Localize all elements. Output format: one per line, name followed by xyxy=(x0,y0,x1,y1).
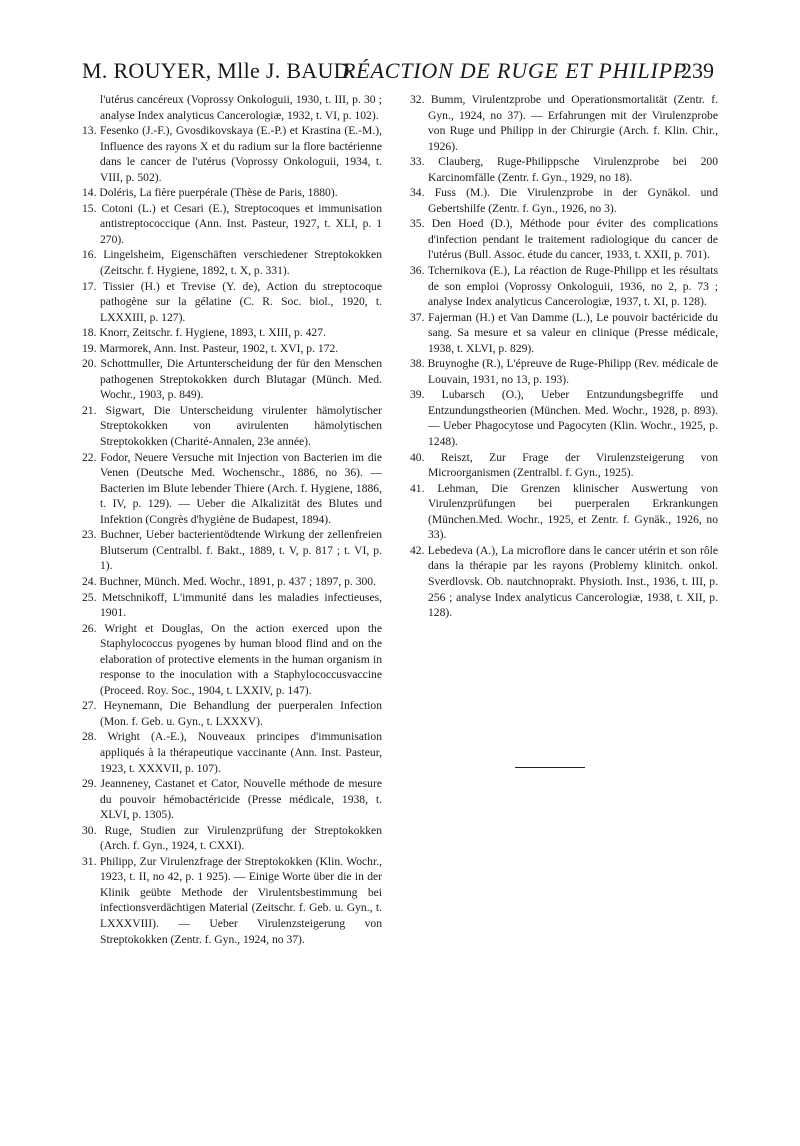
reference-entry: 27. Heynemann, Die Behandlung der puerperalen Infection (Mon. f. Geb. u. Gyn., t. LXXXV). xyxy=(82,699,382,728)
reference-entry: l'utérus cancéreux (Voprossy Onkologuii, 1930, t. III, p. 30 ; analyse Index analyticus Cancerologiæ, 1932, t. VI, p. 102). xyxy=(100,93,382,122)
page-number: 239 xyxy=(681,58,714,83)
references-right-column xyxy=(410,92,718,621)
reference-entry: 30. Ruge, Studien zur Virulenzprüfung der Streptokokken (Arch. f. Gyn., 1924, t. CXXI). xyxy=(82,823,382,853)
reference-entry: 38. Bruynoghe (R.), L'épreuve de Ruge-Philipp (Rev. médicale de Louvain, 1931, no 13, p. 193). xyxy=(410,357,718,386)
header-title: RÉACTION DE RUGE ET PHILIPP xyxy=(342,58,688,83)
reference-entry: 40. Reiszt, Zur Frage der Virulenzsteigerung von Microorganismen (Zentralbl. f. Gyn., 1925). xyxy=(410,450,718,480)
running-header xyxy=(82,56,714,86)
reference-entry: 28. Wright (A.-E.), Nouveaux principes d'immunisation appliqués à la thérapeutique vaccinante (Ann. Inst. Pasteur, 1923, t. XXXVII, p. 107). xyxy=(82,730,382,775)
reference-entry: 21. Sigwart, Die Unterscheidung virulenter hämolytischer Streptokokken von avirulenten hämolytischen Streptokokken (Charité-Annalen, 23e année). xyxy=(82,403,382,449)
reference-entry: 14. Doléris, La fière puerpérale (Thèse de Paris, 1880). xyxy=(82,186,338,200)
reference-entry: 17. Tissier (H.) et Trevise (Y. de), Action du streptocoque pathogène sur la gélatine (C. R. Soc. biol., 1920, t. LXXXIII, p. 127). xyxy=(82,279,382,324)
reference-entry: 23. Buchner, Ueber bacterientödtende Wirkung der zellenfreien Blutserum (Centralbl. f. Bakt., 1889, t. V, p. 817 ; t. VI, p. 1). xyxy=(82,528,382,573)
reference-entry: 34. Fuss (M.). Die Virulenzprobe in der Gynäkol. und Gebertshilfe (Zentr. f. Gyn., 1926, no 3). xyxy=(410,186,718,215)
reference-entry: 18. Knorr, Zeitschr. f. Hygiene, 1893, t. XIII, p. 427. xyxy=(82,326,326,340)
reference-entry: 22. Fodor, Neuere Versuche mit Injection von Bacterien im die Venen (Deutsche Med. Wochenschr., 1886, no 36). — Bacterien im Blute lebender Thiere (Arch. f. Hygiene, 1886, t. IV, p. 129). — Ueber die Alkalizität des Blutes und Infektion (Congrès d'hygiène de Budapest, 1894). xyxy=(82,450,382,526)
reference-entry: 15. Cotoni (L.) et Cesari (E.), Streptocoques et immunisation antistreptococcique (Ann. Inst. Pasteur, 1927, t. XLI, p. 1 270). xyxy=(82,201,382,246)
reference-entry: 29. Jeanneney, Castanet et Cator, Nouvelle méthode de mesure du pouvoir hémobactéricide (Presse médicale, 1938, t. XLVI, p. 1305). xyxy=(82,777,382,822)
header-authors: M. ROUYER, Mlle J. BAUD. xyxy=(82,58,356,83)
reference-entry: 31. Philipp, Zur Virulenzfrage der Streptokokken (Klin. Wochr., 1923, t. II, no 42, p. 1 925). — Einige Worte über die in der Klinik geübte Methode der Virulentsbestimmung bei infectionsverdächtigen Material (Zeitschr. f. Geb. u. Gyn., t. LXXXVIII). — Ueber Virulenzsteigerung von Streptokokken (Zentr. f. Gyn., 1924, no 37). xyxy=(82,854,382,946)
reference-entry: 20. Schottmuller, Die Artunterscheidung der für den Menschen pathogenen Streptokokken durch Blutagar (Münch. Med. Wochr., 1903, p. 849). xyxy=(82,357,382,402)
references-left-column xyxy=(82,92,382,947)
reference-entry: 36. Tchernikova (E.), La réaction de Ruge-Philipp et les résultats de son emploi (Voprossy Onkologuii, 1936, no 2, p. 73 ; analyse Index analyticus Cancerologiæ, 1937, t. XI, p. 128). xyxy=(410,264,718,309)
end-rule-divider xyxy=(515,767,585,768)
reference-entry: 26. Wright et Douglas, On the action exerced upon the Staphylococcus pyogenes by human blood flind and on the elaboration of protective elements in the human organism in response to the inoculation with a Staphylococcusvaccine (Proceed. Roy. Soc., 1904, t. LXXIV, p. 147). xyxy=(82,621,382,697)
reference-entry: 16. Lingelsheim, Eigenschäften verschiedener Streptokokken (Zeitschr. f. Hygiene, 1892, t. X, p. 331). xyxy=(82,248,382,278)
reference-entry: 32. Bumm, Virulentzprobe und Operationsmortalität (Zentr. f. Gyn., 1924, no 37). — Erfahrungen mit der Virulenzprobe von Ruge und Philipp in der Chirurgie (Arch. f. Klin. Chir., 1926). xyxy=(410,93,718,153)
reference-entry: 42. Lebedeva (A.), La microflore dans le cancer utérin et son rôle dans la thérapie par les rayons (Problemy klinitch. onkol. Sverdlovsk. Ob. nautchnoprakt. Physioth. Inst., 1936, t. III, p. 256 ; analyse Index analyticus Cancerologiæ, 1938, t. XII, p. 128). xyxy=(410,543,718,620)
reference-entry: 13. Fesenko (J.-F.), Gvosdikovskaya (E.-P.) et Krastina (E.-M.), Influence des rayons X et du radium sur la flore bactérienne dans le cancer de l'utérus (Voprossy Onkologuii, 1934, t. VIII, p. 502). xyxy=(82,124,382,184)
reference-entry: 37. Fajerman (H.) et Van Damme (L.), Le pouvoir bactéricide du sang. Sa mesure et sa valeur en clinique (Presse médicale, 1938, t. XLVI, p. 829). xyxy=(410,310,718,355)
reference-entry: 25. Metschnikoff, L'immunité dans les maladies infectieuses, 1901. xyxy=(82,590,382,620)
reference-entry: 33. Clauberg, Ruge-Philippsche Virulenzprobe bei 200 Karcinomfälle (Zentr. f. Gyn., 1929, no 18). xyxy=(410,155,718,184)
reference-entry: 35. Den Hoed (D.), Méthode pour éviter des complications d'infection pendant le traitement radiologique du cancer de l'utérus (Bull. Assoc. étude du cancer, 1933, t. XXII, p. 701). xyxy=(410,217,718,262)
reference-entry: 41. Lehman, Die Grenzen klinischer Auswertung von Virulenzprüfungen bei puerperalen Erkrankungen (München.Med. Wochr., 1925, et Zentr. f. Gynäk., 1926, no 33). xyxy=(410,481,718,542)
reference-entry: 19. Marmorek, Ann. Inst. Pasteur, 1902, t. XVI, p. 172. xyxy=(82,341,339,355)
reference-entry: 39. Lubarsch (O.), Ueber Entzundungsbegriffe und Entzundungstheorien (München. Med. Wochr., 1928, p. 893). — Ueber Phagocytose und Pagocyten (Klin. Wochr., 1925, p. 1248). xyxy=(410,388,718,449)
reference-entry: 24. Buchner, Münch. Med. Wochr., 1891, p. 437 ; 1897, p. 300. xyxy=(82,574,377,588)
